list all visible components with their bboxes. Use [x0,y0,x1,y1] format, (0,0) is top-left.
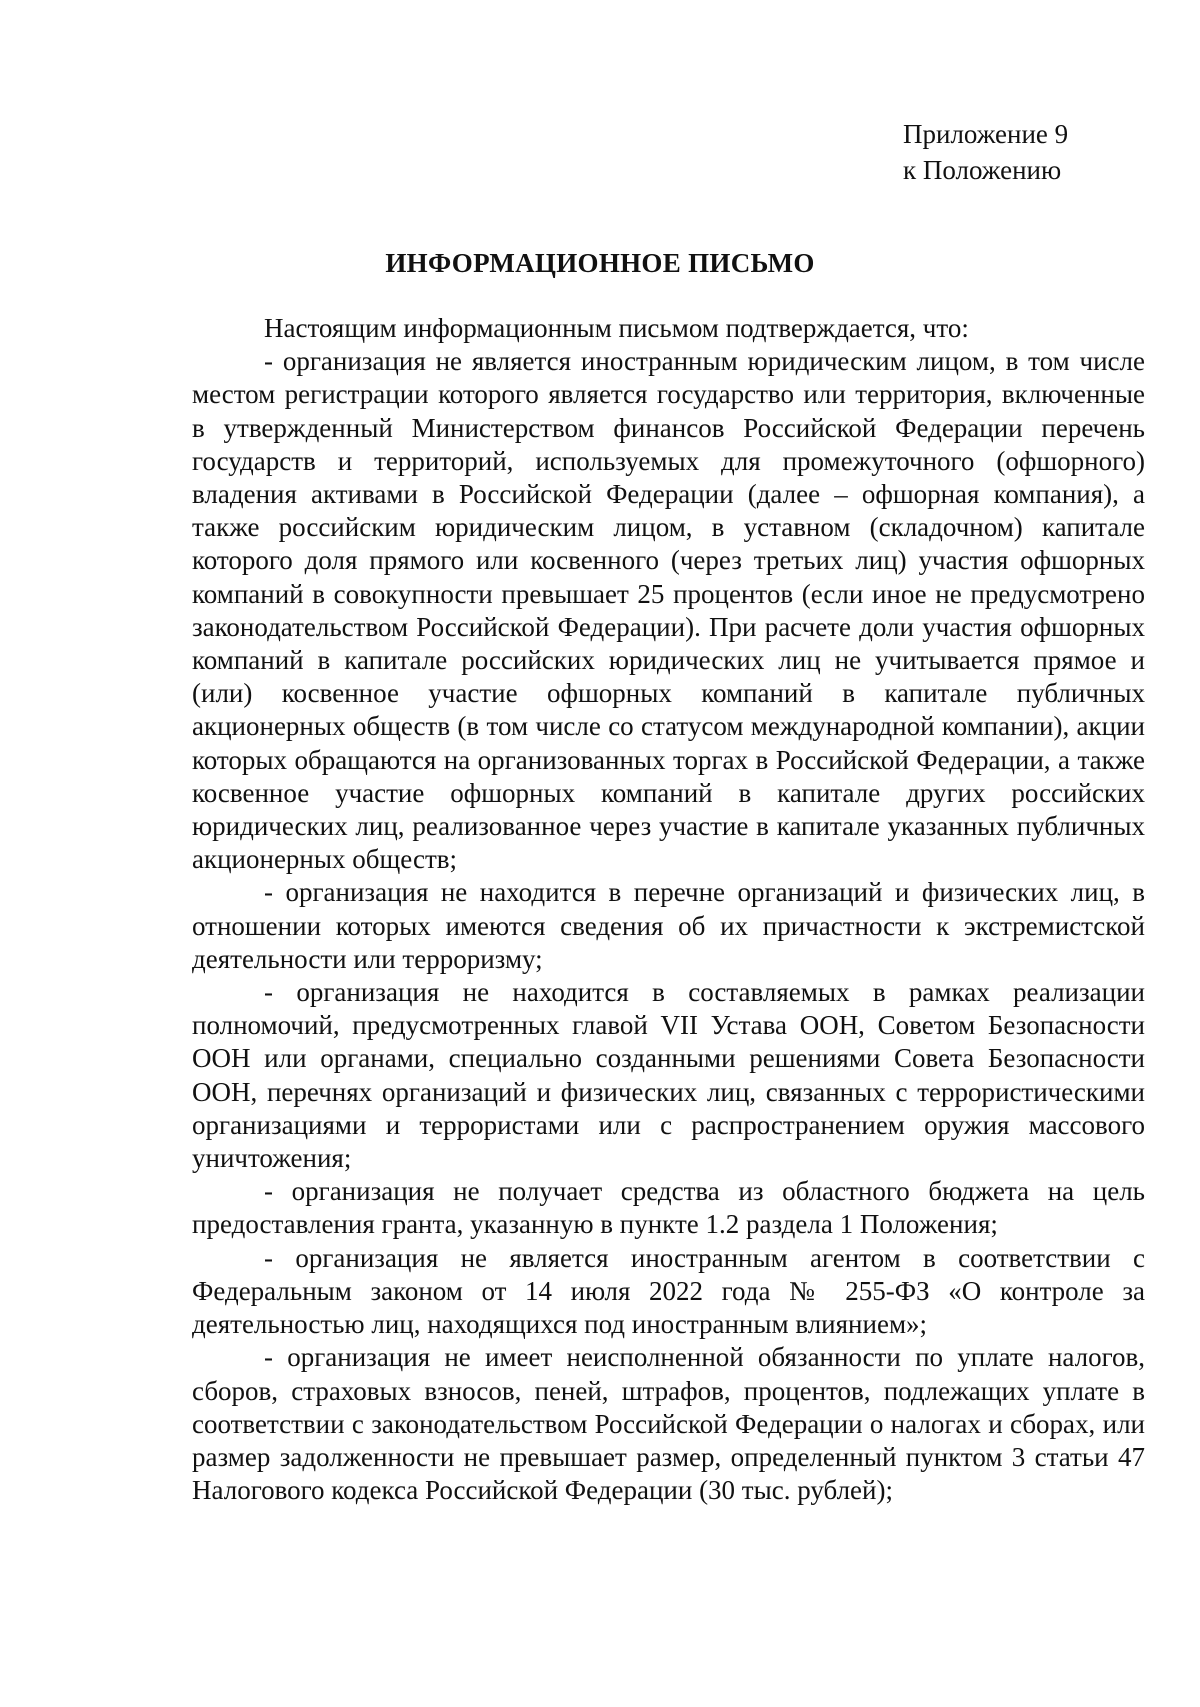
document-body [192,312,1145,1507]
document-title: ИНФОРМАЦИОННОЕ ПИСЬМО [385,248,815,278]
clause-foreign-agent: - организация не является иностранным агентом в соответствии с Федеральным законом от 14 июля 2022 года № 255-ФЗ «О контроле за деятельностью лиц, находящихся под иностранным влиянием»; [192,1242,1145,1340]
appendix-to-regulation: к Положению [903,155,1062,185]
appendix-number: Приложение 9 [903,119,1069,149]
clause-un-sanctions: - организация не находится в составляемых в рамках реализации полномочий, предусмотренных главой VII Устава ООН, Советом Безопасности ООН или органами, специально созданными решениями Совета Безопасности ООН, перечнях организаций и физических лиц, связанных с террористическими организациями и террористами или с распространением оружия массового уничтожения; [192,977,1145,1174]
clause-extremism: - организация не находится в перечне организаций и физических лиц, в отношении которых имеются сведения об их причастности к экстремистской деятельности или терроризму; [192,877,1145,974]
clause-regional-budget: - организация не получает средства из областного бюджета на цель предоставления гранта, указанную в пункте 1.2 раздела 1 Положения; [192,1176,1145,1240]
intro-paragraph: Настоящим информационным письмом подтверждается, что: [264,313,969,343]
appendix-reference [903,116,1068,188]
clause-tax-debt: - организация не имеет неисполненной обязанности по уплате налогов, сборов, страховых взносов, пеней, штрафов, процентов, подлежащих уплате в соответствии с законодательством Российской Федерации о налогах и сборах, или размер задолженности не превышает размер, определенный пунктом 3 статьи 47 Налогового кодекса Российской Федерации (30 тыс. рублей); [192,1342,1145,1506]
clause-offshore: - организация не является иностранным юридическим лицом, в том числе местом регистрации которого является государство или территория, включенные в утвержденный Министерством финансов Российской Федерации перечень государств и территорий, используемых для промежуточного (офшорного) владения активами в Российской Федерации (далее – офшорная компания), а также российским юридическим лицом, в уставном (складочном) капитале которого доля прямого или косвенного (через третьих лиц) участия офшорных компаний в совокупности превышает 25 процентов (если иное не предусмотрено законодательством Российской Федерации). При расчете доли участия офшорных компаний в капитале российских юридических лиц не учитывается прямое и (или) косвенное участие офшорных компаний в капитале публичных акционерных обществ (в том числе со статусом международной компании), акции которых обращаются на организованных торгах в Российской Федерации, а также косвенное участие офшорных компаний в капитале других российских юридических лиц, реализованное через участие в капитале указанных публичных акционерных обществ; [192,346,1145,875]
